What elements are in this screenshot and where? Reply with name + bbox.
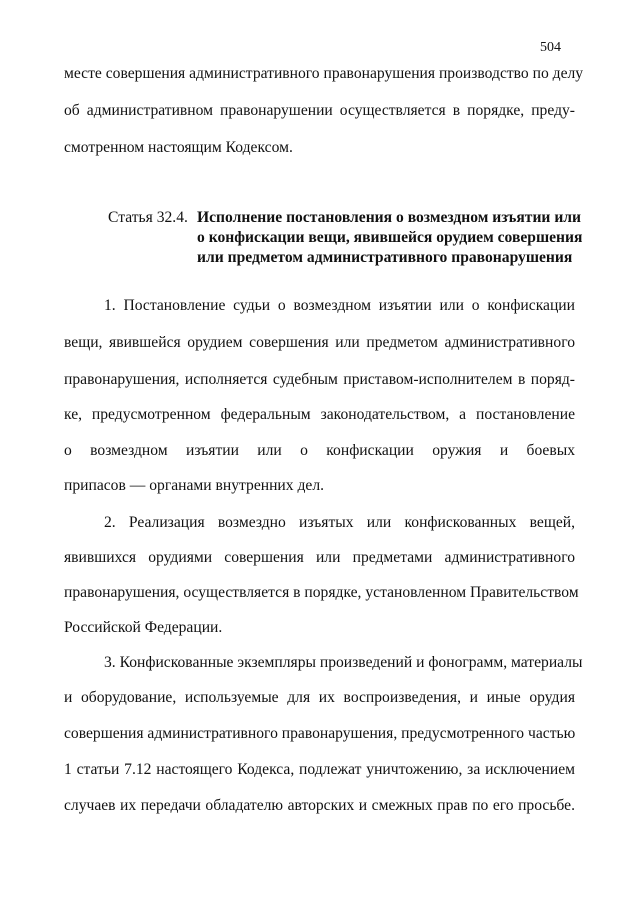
- article-title-line: Исполнение постановления о возмездном изъятии или: [197, 209, 582, 226]
- paragraph3-line: 1 статьи 7.12 настоящего Кодекса, подлежат уничтожению, за исключением: [64, 761, 575, 778]
- paragraph3-line: и оборудование, используемые для их воспроизведения, и иные орудия: [64, 689, 575, 706]
- page-number: 504: [540, 40, 561, 55]
- intro-line: об административном правонарушении осуществляется в порядке, преду-: [64, 102, 575, 119]
- paragraph3-line: случаев их передачи обладателю авторских и смежных прав по его просьбе.: [64, 797, 575, 814]
- paragraph2-line: правонарушения, осуществляется в порядке, установленном Правительством: [64, 584, 579, 601]
- paragraph1-line: вещи, явившейся орудием совершения или предметом административного: [64, 334, 575, 351]
- paragraph3-line: 3. Конфискованные экземпляры произведений и фонограмм, материалы: [104, 654, 583, 671]
- paragraph3-line: совершения административного правонарушения, предусмотренного частью: [64, 725, 576, 742]
- article-title-line: или предметом административного правонарушения: [197, 249, 573, 266]
- paragraph1-line: ке, предусмотренном федеральным законодательством, а постановление: [64, 406, 575, 423]
- paragraph2-line: 2. Реализация возмездно изъятых или конфискованных вещей,: [104, 514, 575, 531]
- paragraph2-line: Российской Федерации.: [64, 619, 223, 636]
- article-label: Статья 32.4.: [108, 209, 188, 226]
- paragraph1-line: припасов — органами внутренних дел.: [64, 477, 325, 494]
- intro-line: месте совершения административного правонарушения производство по делу: [64, 65, 584, 82]
- intro-line: смотренном настоящим Кодексом.: [64, 139, 293, 156]
- article-title-line: о конфискации вещи, явившейся орудием совершения: [197, 229, 583, 246]
- paragraph2-line: явившихся орудиями совершения или предметами административного: [64, 549, 575, 566]
- paragraph1-line: правонарушения, исполняется судебным приставом-исполнителем в поряд-: [64, 371, 575, 388]
- paragraph1-line: о возмездном изъятии или о конфискации оружия и боевых: [64, 442, 575, 459]
- paragraph1-line: 1. Постановление судьи о возмездном изъятии или о конфискации: [104, 297, 575, 314]
